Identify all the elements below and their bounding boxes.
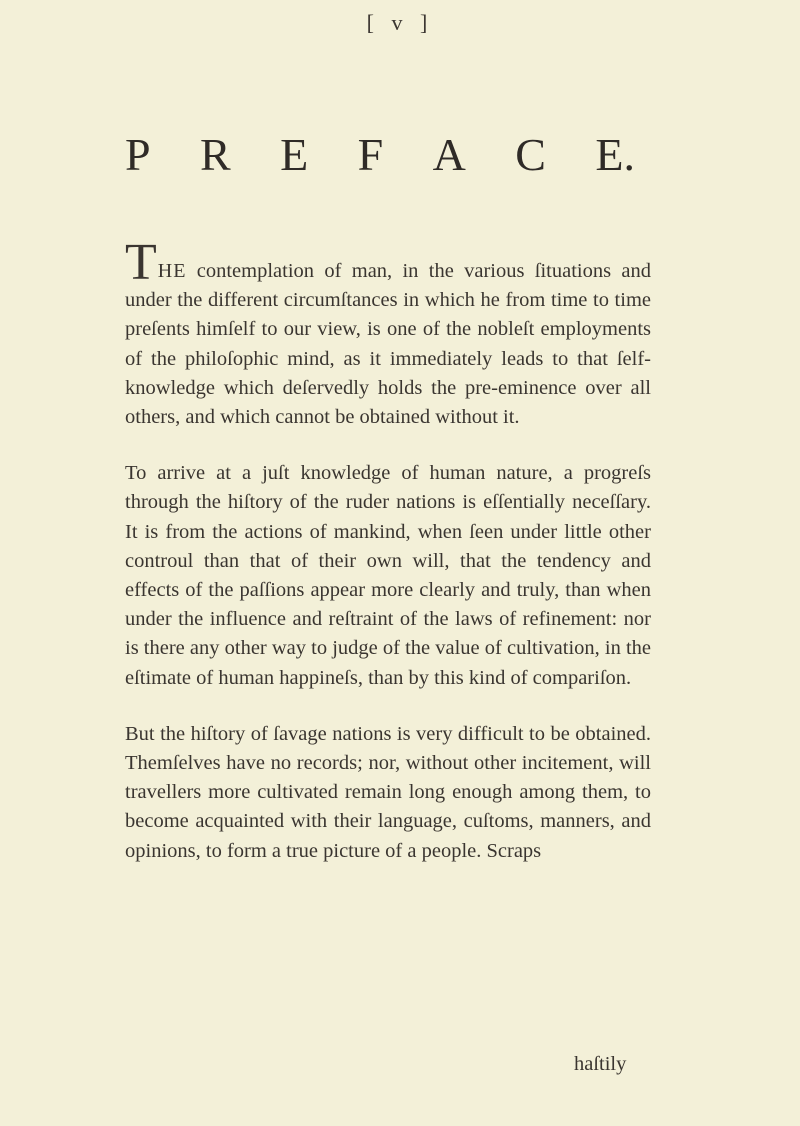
title-letter: A <box>432 129 466 180</box>
opening-small-caps: HE <box>157 260 187 282</box>
title-letter: F <box>357 129 384 180</box>
title-letter: R <box>200 129 231 180</box>
title-letter: C <box>515 129 546 180</box>
title-letter: E <box>280 129 309 180</box>
title-letter: E. <box>595 129 635 180</box>
page-number: [ v ] <box>366 10 434 35</box>
drop-cap: T <box>125 234 157 291</box>
paragraph-3: But the hiſtory of ſavage nations is very difficult to be obtained. Themſelves have no records; nor, without other incitement, will travellers more cultivated remain long enough among them, to become acquainted with their language, cuſtoms, manners, and opinions, to form a true picture of a people. Scraps <box>125 722 651 862</box>
paragraph-1 <box>125 234 651 432</box>
title-letter: P <box>125 129 151 180</box>
paragraph-2: To arrive at a juſt knowledge of human nature, a progreſs through the hiſtory of the ruder nations is eſſentially neceſſary. It is from the actions of mankind, when ſeen under little other controul than that of their own will, that the tendency and effects of the paſſions appear more clearly and truly, than when under the influence and reſtraint of the laws of refinement: nor is there any other way to judge of the value of cultivation, in the eſtimate of human happineſs, than by this kind of compariſon. <box>125 462 652 689</box>
paragraph-1-text: contemplation of man, in the various ſituations and under the different circumſtances in which he from time to time preſents himſelf to our view, is one of the nobleſt employments of the philoſophic mind, as it immediately leads to that ſelf-knowledge which deſervedly holds the pre-eminence over all others, and which cannot be obtained without it. <box>125 260 651 429</box>
page-title <box>125 128 635 181</box>
catchword: haſtily <box>574 1053 627 1075</box>
body-text <box>125 234 652 866</box>
